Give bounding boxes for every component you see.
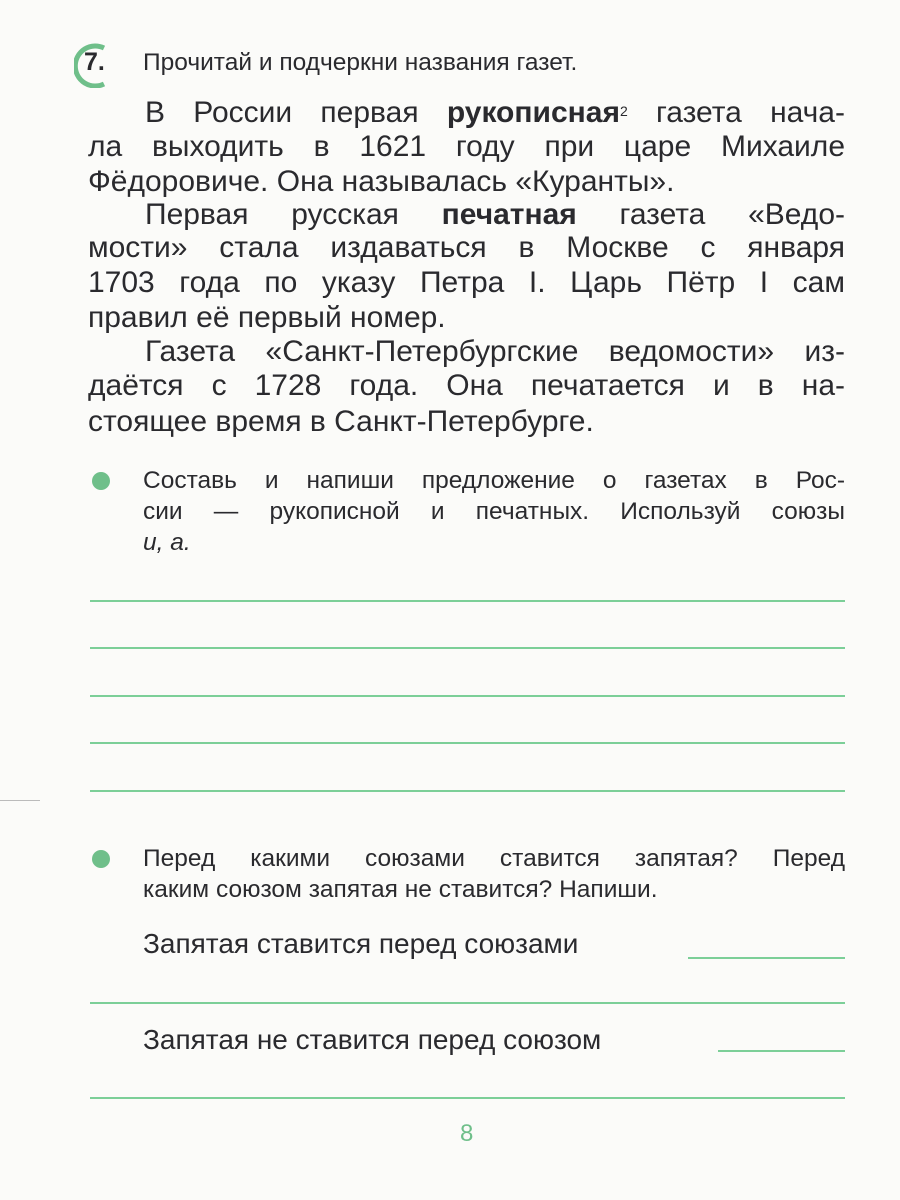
task-number-badge	[74, 42, 120, 88]
answer-line[interactable]	[90, 695, 845, 697]
text-line: Газета «Санкт-Петербургские ведомости» из-	[145, 335, 845, 368]
footnote-mark: 2	[619, 103, 628, 119]
answer-prompt: Запятая ставится перед союзами	[143, 928, 579, 959]
task-instruction: Прочитай и подчеркни названия газет.	[143, 49, 578, 76]
exercise-text: Составь и напиши предложение о газетах в Рос-	[143, 467, 845, 494]
answer-line[interactable]	[688, 957, 845, 959]
answer-line[interactable]	[90, 600, 845, 602]
text-line: даётся с 1728 года. Она печатается и в на-	[88, 369, 845, 402]
exercise-text: Перед какими союзами ставится запятая? Перед	[143, 845, 845, 872]
text-line: В России первая рукописная$^2$ газета нача-	[145, 96, 845, 129]
answer-line[interactable]	[90, 647, 845, 649]
exercise-text: и, а.	[143, 529, 191, 556]
answer-line[interactable]	[90, 742, 845, 744]
answer-line[interactable]	[90, 790, 845, 792]
text-line: правил её первый номер.	[88, 301, 446, 334]
scan-mark	[0, 800, 40, 801]
bold-term: печатная	[441, 198, 577, 231]
answer-prompt: Запятая не ставится перед союзом	[143, 1024, 602, 1055]
bold-term: рукописная	[446, 96, 620, 129]
text-line: Фёдоровиче. Она называлась «Куранты».	[88, 165, 675, 198]
answer-line[interactable]	[90, 1097, 845, 1099]
exercise-text: каким союзом запятая не ставится? Напиши.	[143, 876, 658, 903]
answer-line[interactable]	[718, 1050, 845, 1052]
text-line: стоящее время в Санкт-Петербурге.	[88, 405, 594, 438]
text-line: 1703 года по указу Петра I. Царь Пётр I сам	[88, 266, 845, 299]
text-line: ла выходить в 1621 году при царе Михаиле	[88, 130, 845, 163]
answer-line[interactable]	[90, 1002, 845, 1004]
exercise-text: сии — рукописной и печатных. Используй союзы	[143, 498, 845, 525]
bullet-icon	[92, 472, 110, 490]
text-line: мости» стала издаваться в Москве с января	[88, 231, 845, 264]
page-number: 8	[460, 1120, 474, 1147]
bullet-icon	[92, 850, 110, 868]
text-line: Первая русская печатная газета «Ведо-	[145, 198, 845, 231]
task-number: 7.	[84, 48, 105, 76]
